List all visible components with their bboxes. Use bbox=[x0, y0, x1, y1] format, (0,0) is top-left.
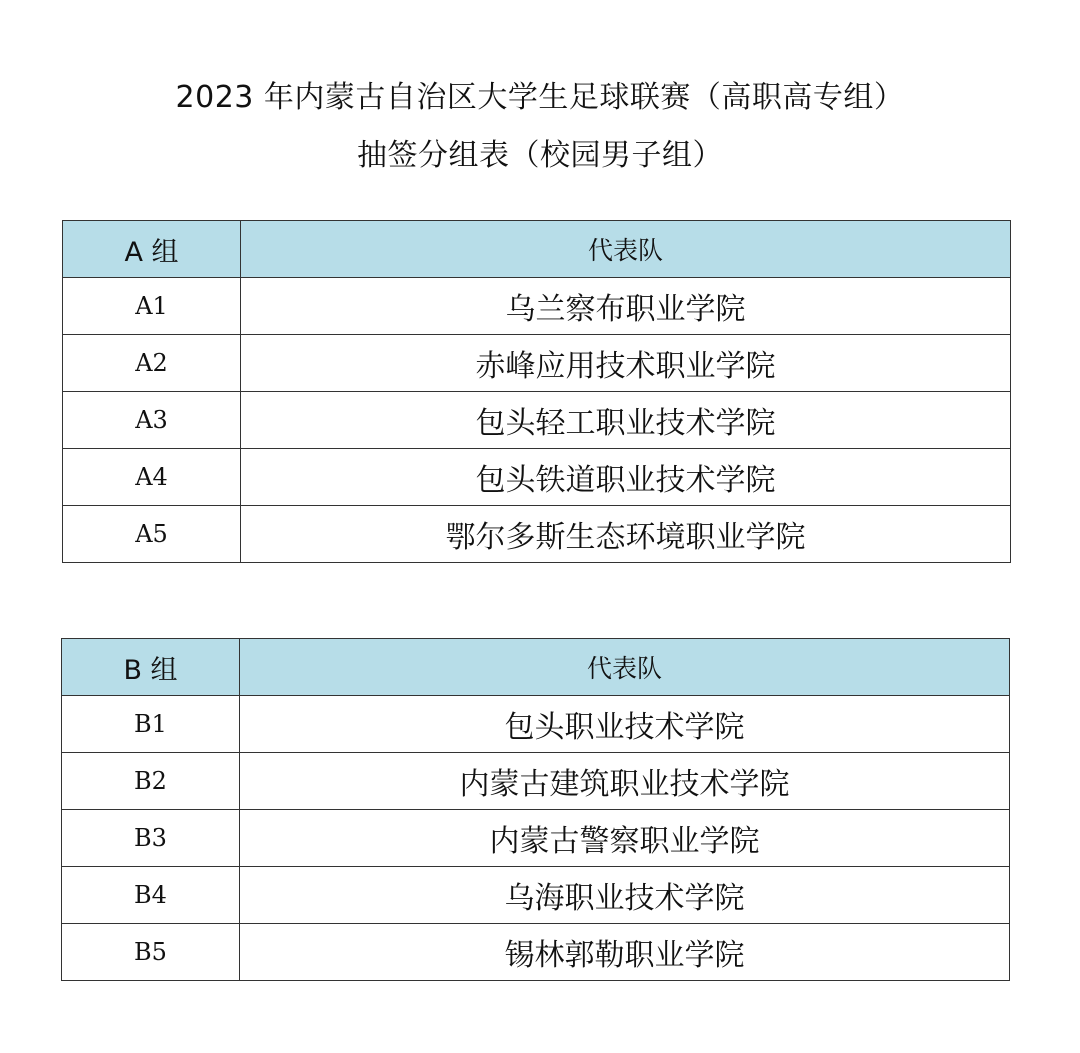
team-name-cell: 内蒙古建筑职业技术学院 bbox=[240, 753, 1010, 810]
table-row bbox=[63, 392, 1011, 449]
team-code-cell: A4 bbox=[63, 449, 241, 506]
table-row bbox=[62, 753, 1010, 810]
group-header-cell: A 组 bbox=[63, 221, 241, 278]
table-row bbox=[63, 335, 1011, 392]
team-name-cell: 乌海职业技术学院 bbox=[240, 867, 1010, 924]
team-name-cell: 包头铁道职业技术学院 bbox=[241, 449, 1011, 506]
team-header-cell: 代表队 bbox=[241, 221, 1011, 278]
team-code-cell: B1 bbox=[62, 696, 240, 753]
table-row bbox=[62, 924, 1010, 981]
team-code-cell: B3 bbox=[62, 810, 240, 867]
team-name-cell: 内蒙古警察职业学院 bbox=[240, 810, 1010, 867]
group-header-cell: B 组 bbox=[62, 639, 240, 696]
team-code-cell: A1 bbox=[63, 278, 241, 335]
team-header-cell: 代表队 bbox=[240, 639, 1010, 696]
table-row bbox=[62, 696, 1010, 753]
team-code-cell: B5 bbox=[62, 924, 240, 981]
team-name-cell: 乌兰察布职业学院 bbox=[241, 278, 1011, 335]
table-row bbox=[63, 449, 1011, 506]
team-code-cell: A5 bbox=[63, 506, 241, 563]
title-line-2: 抽签分组表（校园男子组） bbox=[357, 138, 723, 173]
team-name-cell: 锡林郭勒职业学院 bbox=[240, 924, 1010, 981]
table-header-row bbox=[62, 639, 1010, 696]
team-name-cell: 包头职业技术学院 bbox=[240, 696, 1010, 753]
team-code-cell: B4 bbox=[62, 867, 240, 924]
table-row bbox=[62, 867, 1010, 924]
table-row bbox=[62, 810, 1010, 867]
team-code-cell: A3 bbox=[63, 392, 241, 449]
title-line-1: 2023 年内蒙古自治区大学生足球联赛（高职高专组） bbox=[175, 80, 905, 115]
table-row bbox=[63, 506, 1011, 563]
table-header-row bbox=[63, 221, 1011, 278]
team-name-cell: 包头轻工职业技术学院 bbox=[241, 392, 1011, 449]
group-a-table bbox=[62, 220, 1011, 563]
team-code-cell: A2 bbox=[63, 335, 241, 392]
team-code-cell: B2 bbox=[62, 753, 240, 810]
table-row bbox=[63, 278, 1011, 335]
group-b-table bbox=[61, 638, 1010, 981]
document-title bbox=[0, 78, 1080, 176]
team-name-cell: 赤峰应用技术职业学院 bbox=[241, 335, 1011, 392]
team-name-cell: 鄂尔多斯生态环境职业学院 bbox=[241, 506, 1011, 563]
